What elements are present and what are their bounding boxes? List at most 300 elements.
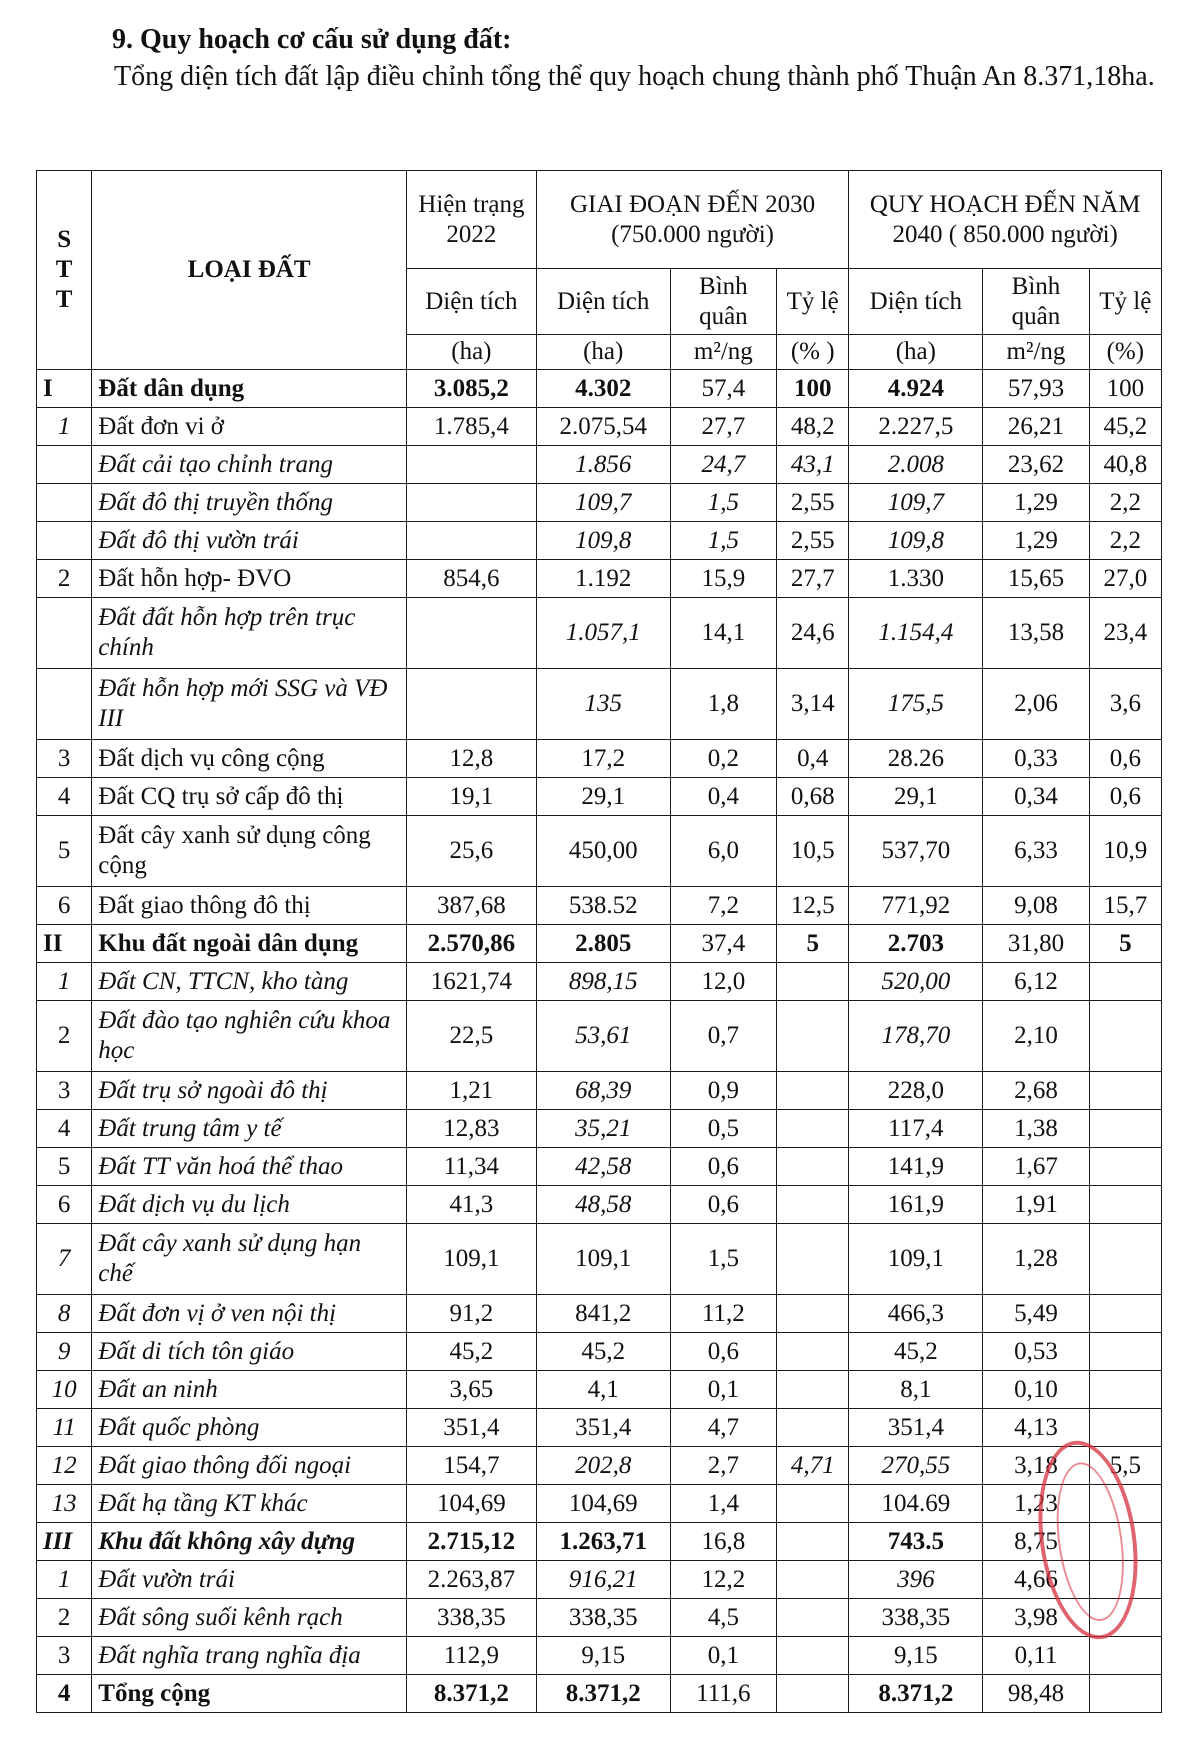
cell-ht: 154,7 bbox=[407, 1447, 537, 1485]
cell-name: Đất vườn trái bbox=[92, 1561, 407, 1599]
cell-d30: 1.192 bbox=[536, 560, 670, 598]
cell-stt: 3 bbox=[37, 1637, 92, 1675]
cell-stt: 6 bbox=[37, 1186, 92, 1224]
cell-t40: 5,5 bbox=[1089, 1447, 1161, 1485]
cell-b30: 0,9 bbox=[670, 1072, 776, 1110]
cell-d40: 109,1 bbox=[849, 1224, 983, 1295]
cell-b30: 0,4 bbox=[670, 778, 776, 816]
cell-t40 bbox=[1089, 1675, 1161, 1713]
cell-b30: 1,5 bbox=[670, 1224, 776, 1295]
cell-ht: 19,1 bbox=[407, 778, 537, 816]
cell-t30 bbox=[777, 1675, 849, 1713]
cell-ht bbox=[407, 484, 537, 522]
cell-d30: 109,7 bbox=[536, 484, 670, 522]
cell-ht bbox=[407, 522, 537, 560]
cell-d30: 109,8 bbox=[536, 522, 670, 560]
section-heading: 9. Quy hoạch cơ cấu sử dụng đất: bbox=[112, 24, 512, 55]
cell-t30 bbox=[777, 1485, 849, 1523]
cell-name: Đất dịch vụ du lịch bbox=[92, 1186, 407, 1224]
table-row bbox=[37, 1523, 1162, 1561]
cell-d30: 450,00 bbox=[536, 816, 670, 887]
cell-b30: 111,6 bbox=[670, 1675, 776, 1713]
cell-d40: 2.008 bbox=[849, 446, 983, 484]
cell-t40 bbox=[1089, 1148, 1161, 1186]
cell-t30: 43,1 bbox=[777, 446, 849, 484]
cell-d30: 53,61 bbox=[536, 1001, 670, 1072]
cell-d40: 338,35 bbox=[849, 1599, 983, 1637]
table-row bbox=[37, 1371, 1162, 1409]
cell-b30: 0,1 bbox=[670, 1371, 776, 1409]
cell-b30: 4,5 bbox=[670, 1599, 776, 1637]
cell-b30: 0,5 bbox=[670, 1110, 776, 1148]
cell-d40: 8.371,2 bbox=[849, 1675, 983, 1713]
cell-t40 bbox=[1089, 1224, 1161, 1295]
cell-d40: 743.5 bbox=[849, 1523, 983, 1561]
cell-name: Đất hỗn hợp- ĐVO bbox=[92, 560, 407, 598]
cell-d40: 109,7 bbox=[849, 484, 983, 522]
table-row bbox=[37, 598, 1162, 669]
cell-stt bbox=[37, 598, 92, 669]
cell-d30: 338,35 bbox=[536, 1599, 670, 1637]
cell-stt: 13 bbox=[37, 1485, 92, 1523]
header-row-1 bbox=[37, 171, 1162, 269]
cell-d40: 466,3 bbox=[849, 1295, 983, 1333]
d40-dien-tich-header: Diện tích bbox=[849, 269, 983, 335]
cell-t40: 0,6 bbox=[1089, 778, 1161, 816]
cell-b30: 0,6 bbox=[670, 1148, 776, 1186]
cell-b30: 14,1 bbox=[670, 598, 776, 669]
cell-b30: 4,7 bbox=[670, 1409, 776, 1447]
ht-unit: (ha) bbox=[407, 335, 537, 370]
d30-unit: (ha) bbox=[536, 335, 670, 370]
cell-t40 bbox=[1089, 1637, 1161, 1675]
cell-d40: 161,9 bbox=[849, 1186, 983, 1224]
stt-header: S T T bbox=[37, 171, 92, 370]
cell-t40 bbox=[1089, 1295, 1161, 1333]
table-row bbox=[37, 778, 1162, 816]
cell-name: Đất cây xanh sử dụng hạn chế bbox=[92, 1224, 407, 1295]
cell-ht: 8.371,2 bbox=[407, 1675, 537, 1713]
cell-b30: 12,0 bbox=[670, 963, 776, 1001]
cell-ht: 2.570,86 bbox=[407, 925, 537, 963]
cell-stt bbox=[37, 669, 92, 740]
table-row bbox=[37, 1485, 1162, 1523]
cell-b30: 0,7 bbox=[670, 1001, 776, 1072]
cell-d30: 135 bbox=[536, 669, 670, 740]
cell-stt: 7 bbox=[37, 1224, 92, 1295]
cell-d30: 68,39 bbox=[536, 1072, 670, 1110]
cell-name: Khu đất không xây dựng bbox=[92, 1523, 407, 1561]
cell-b40: 1,91 bbox=[983, 1186, 1089, 1224]
cell-b40: 0,53 bbox=[983, 1333, 1089, 1371]
cell-b40: 9,08 bbox=[983, 887, 1089, 925]
table-row bbox=[37, 1186, 1162, 1224]
cell-b40: 8,75 bbox=[983, 1523, 1089, 1561]
cell-b40: 2,10 bbox=[983, 1001, 1089, 1072]
cell-b30: 1,5 bbox=[670, 522, 776, 560]
ht-dien-tich-header: Diện tích bbox=[407, 269, 537, 335]
cell-ht: 1621,74 bbox=[407, 963, 537, 1001]
cell-ht: 3,65 bbox=[407, 1371, 537, 1409]
cell-name: Đất đơn vị ở ven nội thị bbox=[92, 1295, 407, 1333]
cell-stt: 4 bbox=[37, 1675, 92, 1713]
cell-t30 bbox=[777, 1110, 849, 1148]
cell-d30: 841,2 bbox=[536, 1295, 670, 1333]
b40-unit: m²/ng bbox=[983, 335, 1089, 370]
cell-b30: 1,5 bbox=[670, 484, 776, 522]
cell-d40: 1.330 bbox=[849, 560, 983, 598]
cell-b40: 98,48 bbox=[983, 1675, 1089, 1713]
cell-b40: 1,23 bbox=[983, 1485, 1089, 1523]
cell-t30: 10,5 bbox=[777, 816, 849, 887]
cell-stt: 3 bbox=[37, 740, 92, 778]
cell-b40: 0,33 bbox=[983, 740, 1089, 778]
cell-name: Đất đơn vi ở bbox=[92, 408, 407, 446]
cell-t30: 3,14 bbox=[777, 669, 849, 740]
cell-t40 bbox=[1089, 1333, 1161, 1371]
cell-ht bbox=[407, 598, 537, 669]
cell-name: Đất trụ sở ngoài đô thị bbox=[92, 1072, 407, 1110]
cell-d40: 45,2 bbox=[849, 1333, 983, 1371]
cell-ht: 41,3 bbox=[407, 1186, 537, 1224]
cell-d30: 1.856 bbox=[536, 446, 670, 484]
b30-unit: m²/ng bbox=[670, 335, 776, 370]
cell-t40: 10,9 bbox=[1089, 816, 1161, 887]
cell-stt: 12 bbox=[37, 1447, 92, 1485]
cell-name: Đất hỗn hợp mới SSG và VĐ III bbox=[92, 669, 407, 740]
table-row bbox=[37, 740, 1162, 778]
cell-b30: 11,2 bbox=[670, 1295, 776, 1333]
cell-d40: 4.924 bbox=[849, 370, 983, 408]
t40-unit: (%) bbox=[1089, 335, 1161, 370]
cell-b40: 2,06 bbox=[983, 669, 1089, 740]
table-row bbox=[37, 408, 1162, 446]
cell-b30: 1,4 bbox=[670, 1485, 776, 1523]
cell-b30: 37,4 bbox=[670, 925, 776, 963]
cell-b30: 15,9 bbox=[670, 560, 776, 598]
cell-d30: 1.057,1 bbox=[536, 598, 670, 669]
b30-binh-quan-header: Bình quân bbox=[670, 269, 776, 335]
cell-t30: 5 bbox=[777, 925, 849, 963]
cell-t30: 27,7 bbox=[777, 560, 849, 598]
cell-name: Đất an ninh bbox=[92, 1371, 407, 1409]
cell-ht: 91,2 bbox=[407, 1295, 537, 1333]
cell-t30: 48,2 bbox=[777, 408, 849, 446]
table-row bbox=[37, 1001, 1162, 1072]
cell-d30: 45,2 bbox=[536, 1333, 670, 1371]
cell-t40 bbox=[1089, 1186, 1161, 1224]
cell-d40: 396 bbox=[849, 1561, 983, 1599]
cell-stt: 9 bbox=[37, 1333, 92, 1371]
cell-d30: 538.52 bbox=[536, 887, 670, 925]
loai-dat-header: LOẠI ĐẤT bbox=[92, 171, 407, 370]
cell-stt: 8 bbox=[37, 1295, 92, 1333]
cell-d30: 2.805 bbox=[536, 925, 670, 963]
cell-t40: 40,8 bbox=[1089, 446, 1161, 484]
cell-d40: 175,5 bbox=[849, 669, 983, 740]
cell-ht: 3.085,2 bbox=[407, 370, 537, 408]
cell-d30: 48,58 bbox=[536, 1186, 670, 1224]
table-row bbox=[37, 1637, 1162, 1675]
cell-name: Đất CN, TTCN, kho tàng bbox=[92, 963, 407, 1001]
cell-b30: 2,7 bbox=[670, 1447, 776, 1485]
cell-t30 bbox=[777, 1409, 849, 1447]
t30-ty-le-header: Tỷ lệ bbox=[777, 269, 849, 335]
table-row bbox=[37, 1599, 1162, 1637]
cell-name: Đất sông suối kênh rạch bbox=[92, 1599, 407, 1637]
cell-stt bbox=[37, 446, 92, 484]
cell-t30: 0,68 bbox=[777, 778, 849, 816]
cell-d30: 916,21 bbox=[536, 1561, 670, 1599]
cell-stt: 1 bbox=[37, 1561, 92, 1599]
cell-t30 bbox=[777, 1523, 849, 1561]
t40-ty-le-header: Tỷ lệ bbox=[1089, 269, 1161, 335]
cell-stt: I bbox=[37, 370, 92, 408]
table-row bbox=[37, 816, 1162, 887]
d40-unit: (ha) bbox=[849, 335, 983, 370]
cell-b40: 13,58 bbox=[983, 598, 1089, 669]
cell-d30: 202,8 bbox=[536, 1447, 670, 1485]
cell-stt: 2 bbox=[37, 1599, 92, 1637]
cell-d30: 109,1 bbox=[536, 1224, 670, 1295]
cell-name: Đất trung tâm y tế bbox=[92, 1110, 407, 1148]
cell-b40: 26,21 bbox=[983, 408, 1089, 446]
cell-d40: 8,1 bbox=[849, 1371, 983, 1409]
land-use-table bbox=[36, 170, 1162, 1713]
cell-name: Đất giao thông đối ngoại bbox=[92, 1447, 407, 1485]
cell-ht: 104,69 bbox=[407, 1485, 537, 1523]
cell-t40: 2,2 bbox=[1089, 484, 1161, 522]
cell-b40: 31,80 bbox=[983, 925, 1089, 963]
gd2030-header: GIAI ĐOẠN ĐẾN 2030 (750.000 người) bbox=[536, 171, 849, 269]
cell-t30 bbox=[777, 1561, 849, 1599]
cell-name: Khu đất ngoài dân dụng bbox=[92, 925, 407, 963]
cell-stt: 1 bbox=[37, 963, 92, 1001]
cell-d30: 4,1 bbox=[536, 1371, 670, 1409]
table-body bbox=[37, 370, 1162, 1713]
cell-d40: 2.227,5 bbox=[849, 408, 983, 446]
cell-t30 bbox=[777, 1224, 849, 1295]
cell-d30: 4.302 bbox=[536, 370, 670, 408]
cell-t40 bbox=[1089, 1072, 1161, 1110]
table-row bbox=[37, 963, 1162, 1001]
cell-name: Đất dân dụng bbox=[92, 370, 407, 408]
cell-name: Đất di tích tôn giáo bbox=[92, 1333, 407, 1371]
cell-ht: 12,83 bbox=[407, 1110, 537, 1148]
cell-t40: 27,0 bbox=[1089, 560, 1161, 598]
cell-t40 bbox=[1089, 963, 1161, 1001]
cell-name: Đất CQ trụ sở cấp đô thị bbox=[92, 778, 407, 816]
cell-d40: 178,70 bbox=[849, 1001, 983, 1072]
cell-name: Đất đào tạo nghiên cứu khoa học bbox=[92, 1001, 407, 1072]
cell-d30: 35,21 bbox=[536, 1110, 670, 1148]
intro-paragraph: Tổng diện tích đất lập điều chỉnh tổng thể quy hoạch chung thành phố Thuận An 8.371,18ha. bbox=[114, 61, 1155, 92]
table-row bbox=[37, 484, 1162, 522]
table-row bbox=[37, 370, 1162, 408]
cell-ht: 2.715,12 bbox=[407, 1523, 537, 1561]
cell-b40: 4,66 bbox=[983, 1561, 1089, 1599]
cell-name: Đất cây xanh sử dụng công cộng bbox=[92, 816, 407, 887]
cell-stt: 4 bbox=[37, 778, 92, 816]
cell-d30: 2.075,54 bbox=[536, 408, 670, 446]
cell-d30: 29,1 bbox=[536, 778, 670, 816]
table-row bbox=[37, 522, 1162, 560]
cell-b40: 0,11 bbox=[983, 1637, 1089, 1675]
cell-name: Đất quốc phòng bbox=[92, 1409, 407, 1447]
cell-b40: 1,28 bbox=[983, 1224, 1089, 1295]
cell-t40 bbox=[1089, 1110, 1161, 1148]
cell-t30 bbox=[777, 1333, 849, 1371]
cell-t40 bbox=[1089, 1371, 1161, 1409]
cell-t30 bbox=[777, 1186, 849, 1224]
cell-name: Tổng cộng bbox=[92, 1675, 407, 1713]
cell-b30: 7,2 bbox=[670, 887, 776, 925]
cell-ht bbox=[407, 669, 537, 740]
cell-stt: II bbox=[37, 925, 92, 963]
cell-b40: 1,67 bbox=[983, 1148, 1089, 1186]
cell-b40: 15,65 bbox=[983, 560, 1089, 598]
cell-name: Đất nghĩa trang nghĩa địa bbox=[92, 1637, 407, 1675]
cell-b30: 16,8 bbox=[670, 1523, 776, 1561]
cell-b40: 1,29 bbox=[983, 484, 1089, 522]
cell-name: Đất đô thị vườn trái bbox=[92, 522, 407, 560]
cell-b40: 0,34 bbox=[983, 778, 1089, 816]
cell-b30: 57,4 bbox=[670, 370, 776, 408]
cell-ht: 387,68 bbox=[407, 887, 537, 925]
cell-d30: 1.263,71 bbox=[536, 1523, 670, 1561]
cell-stt: 3 bbox=[37, 1072, 92, 1110]
cell-ht: 109,1 bbox=[407, 1224, 537, 1295]
cell-d40: 141,9 bbox=[849, 1148, 983, 1186]
cell-b40: 0,10 bbox=[983, 1371, 1089, 1409]
cell-t30: 24,6 bbox=[777, 598, 849, 669]
cell-d40: 771,92 bbox=[849, 887, 983, 925]
cell-t30 bbox=[777, 1637, 849, 1675]
cell-t40 bbox=[1089, 1001, 1161, 1072]
cell-name: Đất cải tạo chỉnh trang bbox=[92, 446, 407, 484]
cell-t40: 23,4 bbox=[1089, 598, 1161, 669]
cell-b40: 1,29 bbox=[983, 522, 1089, 560]
cell-t30: 2,55 bbox=[777, 484, 849, 522]
cell-d30: 17,2 bbox=[536, 740, 670, 778]
cell-stt: 2 bbox=[37, 1001, 92, 1072]
cell-b40: 3,98 bbox=[983, 1599, 1089, 1637]
cell-t40: 5 bbox=[1089, 925, 1161, 963]
cell-b30: 0,6 bbox=[670, 1186, 776, 1224]
cell-b40: 1,38 bbox=[983, 1110, 1089, 1148]
qh2040-header: QUY HOẠCH ĐẾN NĂM 2040 ( 850.000 người) bbox=[849, 171, 1162, 269]
cell-d30: 8.371,2 bbox=[536, 1675, 670, 1713]
cell-ht: 45,2 bbox=[407, 1333, 537, 1371]
cell-b40: 3,18 bbox=[983, 1447, 1089, 1485]
cell-stt: III bbox=[37, 1523, 92, 1561]
cell-name: Đất giao thông đô thị bbox=[92, 887, 407, 925]
cell-b40: 23,62 bbox=[983, 446, 1089, 484]
cell-d40: 270,55 bbox=[849, 1447, 983, 1485]
cell-ht: 351,4 bbox=[407, 1409, 537, 1447]
cell-ht: 2.263,87 bbox=[407, 1561, 537, 1599]
table-row bbox=[37, 1295, 1162, 1333]
cell-b30: 12,2 bbox=[670, 1561, 776, 1599]
cell-stt: 5 bbox=[37, 816, 92, 887]
cell-t30 bbox=[777, 1599, 849, 1637]
cell-stt: 5 bbox=[37, 1148, 92, 1186]
table-row bbox=[37, 1110, 1162, 1148]
cell-t30 bbox=[777, 1072, 849, 1110]
cell-ht: 1,21 bbox=[407, 1072, 537, 1110]
table-row bbox=[37, 1409, 1162, 1447]
cell-d40: 520,00 bbox=[849, 963, 983, 1001]
cell-t40: 0,6 bbox=[1089, 740, 1161, 778]
cell-name: Đất đô thị truyền thống bbox=[92, 484, 407, 522]
cell-t30 bbox=[777, 1001, 849, 1072]
table-row bbox=[37, 1224, 1162, 1295]
cell-stt: 11 bbox=[37, 1409, 92, 1447]
cell-name: Đất dịch vụ công cộng bbox=[92, 740, 407, 778]
cell-d30: 42,58 bbox=[536, 1148, 670, 1186]
cell-b30: 0,2 bbox=[670, 740, 776, 778]
cell-ht bbox=[407, 446, 537, 484]
cell-t40: 2,2 bbox=[1089, 522, 1161, 560]
cell-name: Đất hạ tầng KT khác bbox=[92, 1485, 407, 1523]
cell-b30: 1,8 bbox=[670, 669, 776, 740]
cell-t30: 100 bbox=[777, 370, 849, 408]
cell-d30: 898,15 bbox=[536, 963, 670, 1001]
table-row bbox=[37, 1072, 1162, 1110]
cell-t40: 3,6 bbox=[1089, 669, 1161, 740]
table-row bbox=[37, 887, 1162, 925]
cell-ht: 22,5 bbox=[407, 1001, 537, 1072]
cell-b40: 4,13 bbox=[983, 1409, 1089, 1447]
cell-t40 bbox=[1089, 1409, 1161, 1447]
cell-t30 bbox=[777, 1295, 849, 1333]
cell-stt bbox=[37, 522, 92, 560]
cell-b40: 2,68 bbox=[983, 1072, 1089, 1110]
table-row bbox=[37, 446, 1162, 484]
cell-stt: 4 bbox=[37, 1110, 92, 1148]
cell-ht: 112,9 bbox=[407, 1637, 537, 1675]
cell-d40: 228,0 bbox=[849, 1072, 983, 1110]
cell-ht: 338,35 bbox=[407, 1599, 537, 1637]
table-row bbox=[37, 925, 1162, 963]
cell-b40: 6,12 bbox=[983, 963, 1089, 1001]
hien-trang-header: Hiện trạng 2022 bbox=[407, 171, 537, 269]
cell-b40: 57,93 bbox=[983, 370, 1089, 408]
table-row bbox=[37, 1675, 1162, 1713]
cell-b30: 27,7 bbox=[670, 408, 776, 446]
cell-b40: 5,49 bbox=[983, 1295, 1089, 1333]
cell-t30 bbox=[777, 1371, 849, 1409]
cell-t40: 45,2 bbox=[1089, 408, 1161, 446]
cell-stt: 2 bbox=[37, 560, 92, 598]
cell-d30: 9,15 bbox=[536, 1637, 670, 1675]
cell-d40: 117,4 bbox=[849, 1110, 983, 1148]
b40-binh-quan-header: Bình quân bbox=[983, 269, 1089, 335]
cell-b30: 0,6 bbox=[670, 1333, 776, 1371]
cell-d30: 104,69 bbox=[536, 1485, 670, 1523]
cell-stt bbox=[37, 484, 92, 522]
cell-stt: 10 bbox=[37, 1371, 92, 1409]
cell-b30: 24,7 bbox=[670, 446, 776, 484]
cell-t30: 12,5 bbox=[777, 887, 849, 925]
cell-ht: 12,8 bbox=[407, 740, 537, 778]
cell-ht: 1.785,4 bbox=[407, 408, 537, 446]
cell-d40: 351,4 bbox=[849, 1409, 983, 1447]
cell-ht: 854,6 bbox=[407, 560, 537, 598]
cell-d40: 2.703 bbox=[849, 925, 983, 963]
cell-d40: 109,8 bbox=[849, 522, 983, 560]
cell-d40: 28.26 bbox=[849, 740, 983, 778]
